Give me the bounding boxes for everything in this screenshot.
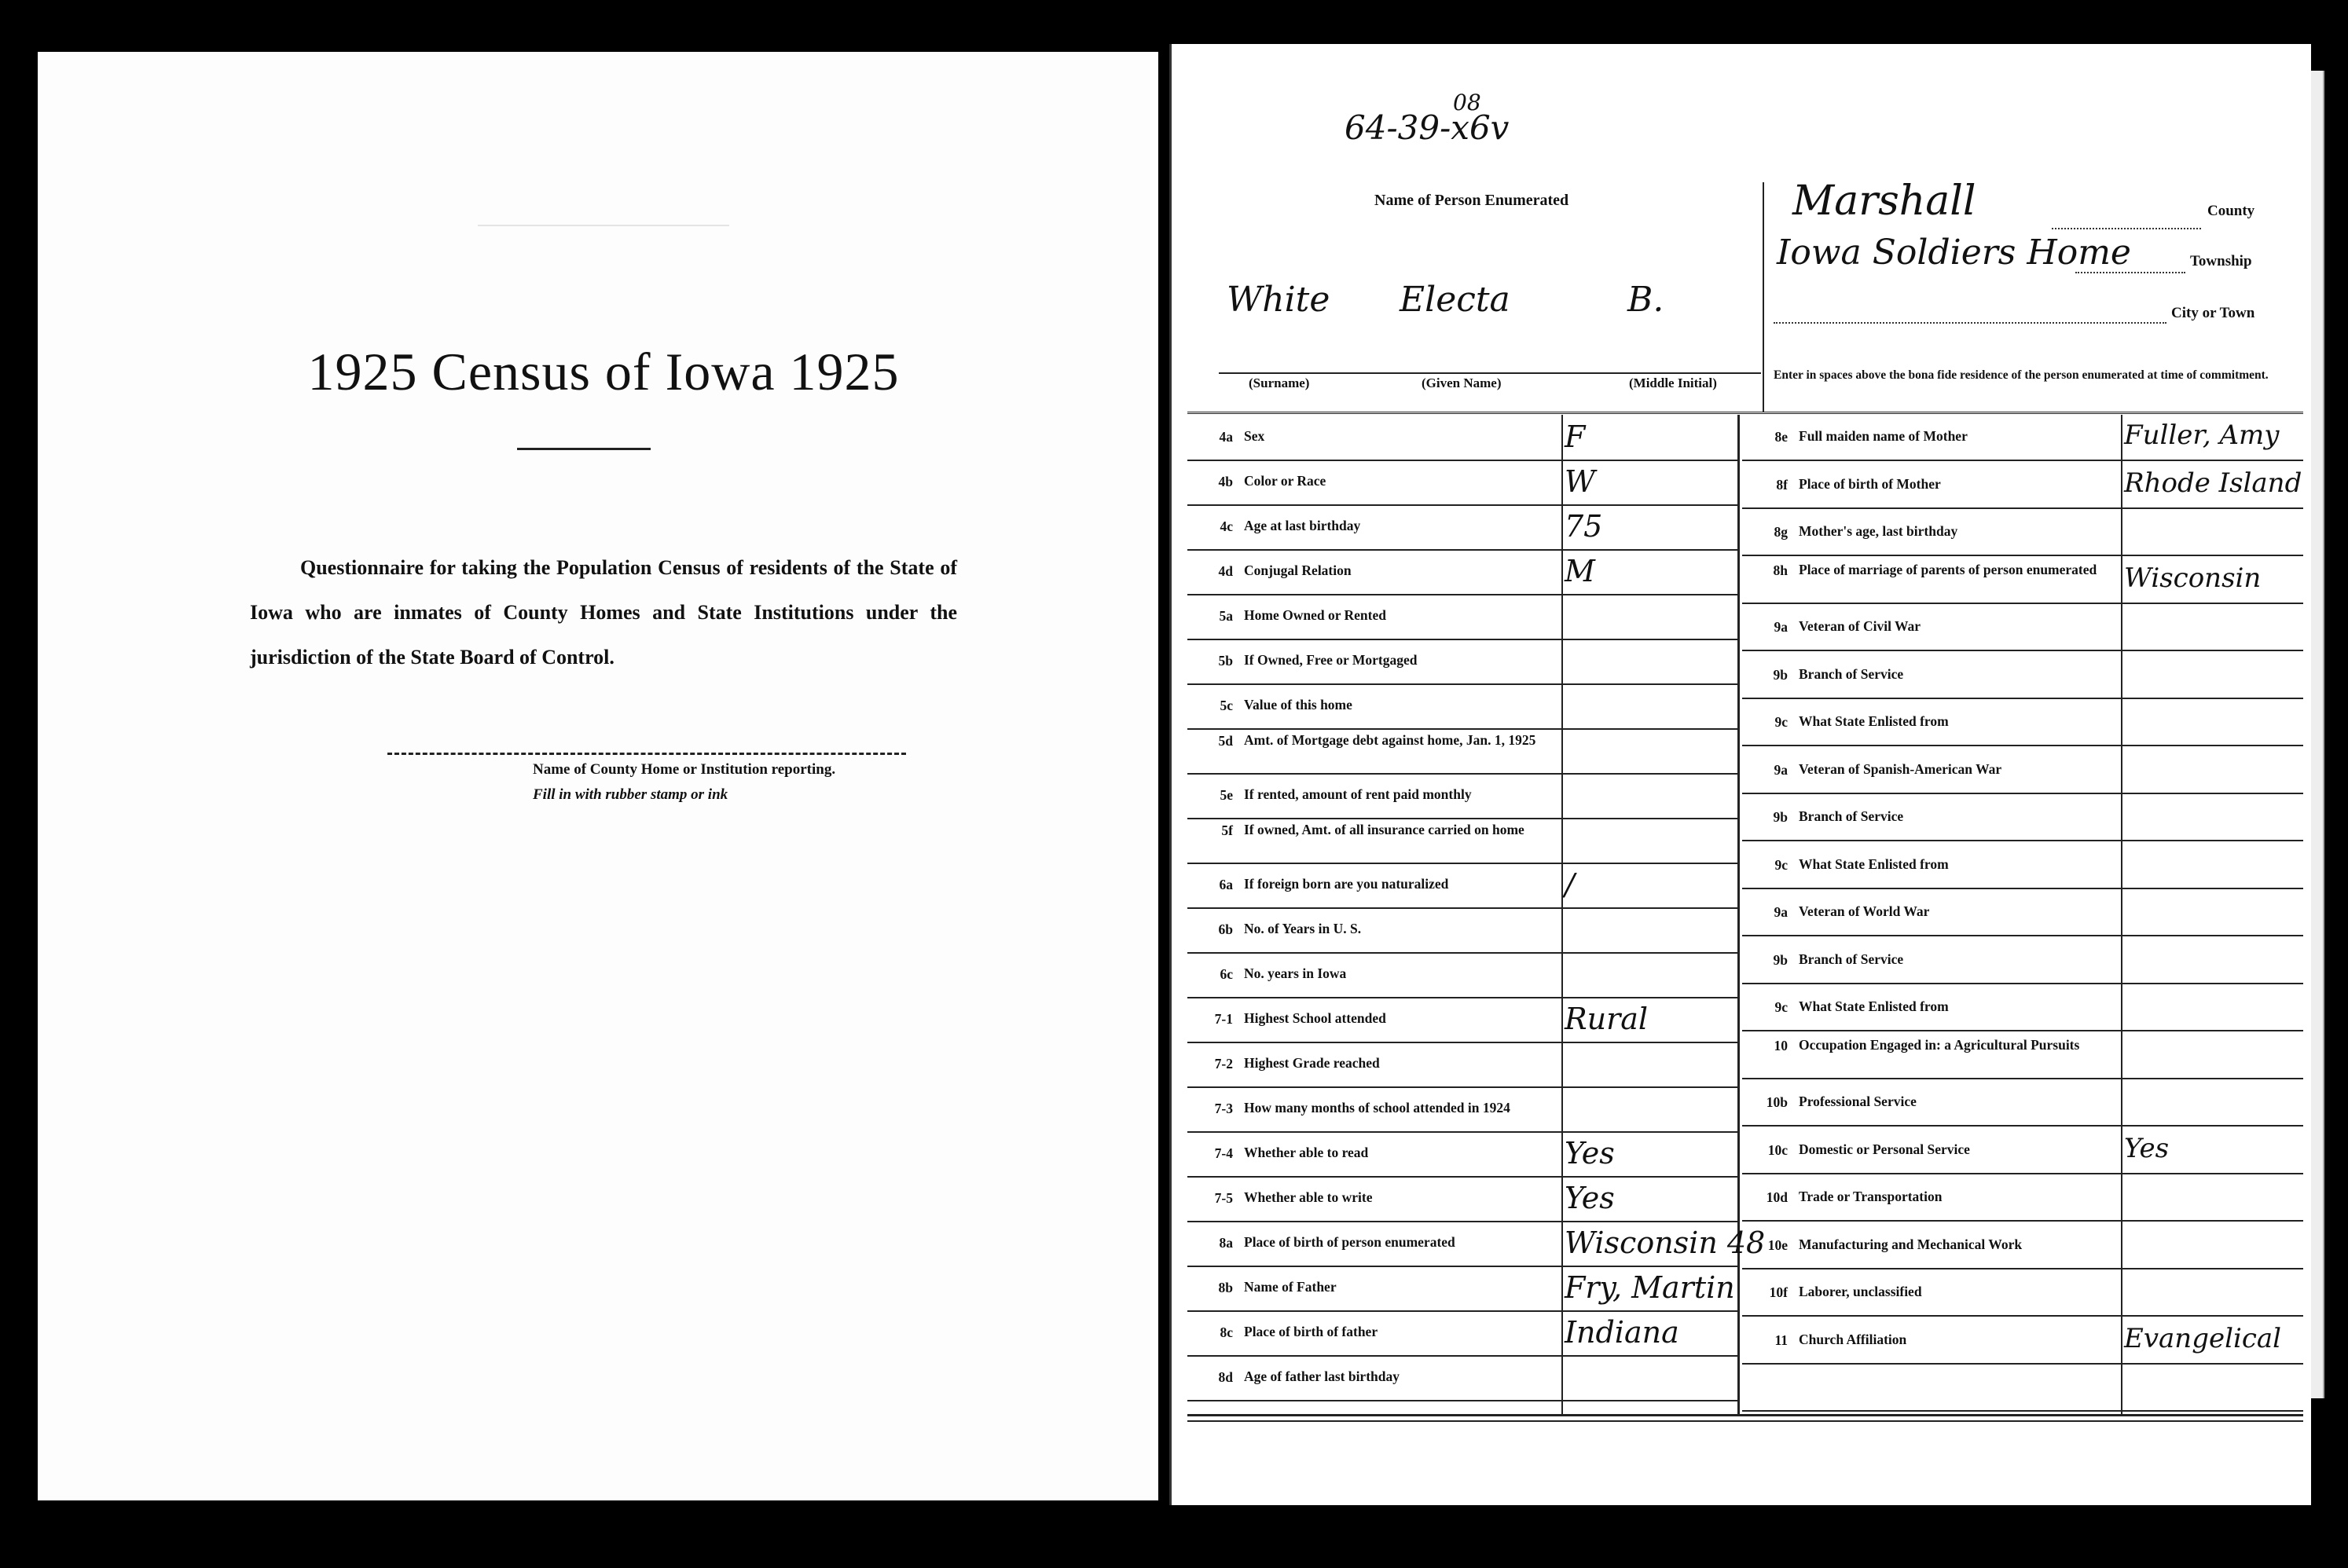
row-label: Name of Father	[1244, 1279, 1337, 1295]
form-row	[1187, 1176, 1737, 1222]
row-number: 9a	[1774, 904, 1788, 920]
form-row	[1742, 1080, 2303, 1127]
city-label: City or Town	[2171, 305, 2255, 321]
row-label: What State Enlisted from	[1799, 713, 1949, 729]
row-number: 10d	[1766, 1189, 1788, 1205]
form-row	[1187, 863, 1737, 909]
middle-initial-value: B.	[1627, 280, 1664, 320]
institution-note: Fill in with rubber stamp or ink	[533, 786, 728, 803]
row-number: 9b	[1773, 809, 1788, 825]
form-row	[1187, 639, 1737, 685]
form-row	[1187, 1131, 1737, 1178]
handwritten-answer: F	[1565, 419, 1586, 454]
row-label: Age of father last birthday	[1244, 1368, 1400, 1384]
row-number: 10b	[1766, 1094, 1788, 1110]
row-number: 8h	[1773, 562, 1788, 578]
row-label: Sex	[1244, 428, 1265, 444]
handwritten-code: 64-39-x6v	[1345, 108, 1510, 147]
middle-initial-label: (Middle Initial)	[1629, 376, 1717, 390]
row-label: Trade or Transportation	[1799, 1189, 1943, 1204]
form-row	[1187, 504, 1737, 551]
row-number: 10e	[1767, 1236, 1788, 1253]
row-number: 5f	[1221, 822, 1233, 838]
handwritten-answer: Rural	[1565, 1002, 1649, 1036]
city-line	[1774, 322, 2166, 324]
county-value: Marshall	[1792, 178, 1976, 225]
row-label: Occupation Engaged in: a Agricultural Pursuits	[1799, 1036, 2080, 1053]
row-label: Domestic or Personal Service	[1799, 1141, 1970, 1157]
row-number: 8b	[1218, 1280, 1233, 1295]
row-label: Value of this home	[1244, 697, 1352, 713]
row-number: 5c	[1220, 698, 1233, 713]
institution-fill-line	[387, 753, 906, 755]
form-row	[1742, 795, 2303, 841]
row-label: How many months of school attended in 1924	[1244, 1100, 1510, 1116]
form-row	[1187, 1042, 1737, 1088]
row-number: 9c	[1774, 714, 1788, 730]
row-number: 4d	[1218, 563, 1233, 579]
row-number: 6a	[1219, 877, 1233, 892]
handwritten-answer: 75	[1565, 509, 1603, 544]
form-row	[1742, 653, 2303, 699]
row-label: Home Owned or Rented	[1244, 607, 1386, 623]
form-row	[1187, 460, 1737, 506]
header-divider	[1763, 182, 1764, 412]
row-label: No. years in Iowa	[1244, 965, 1347, 981]
row-label: Branch of Service	[1799, 951, 1904, 967]
handwritten-answer: Fuller, Amy	[2124, 419, 2280, 451]
row-number: 10	[1774, 1037, 1788, 1053]
handwritten-answer: Yes	[1565, 1181, 1615, 1215]
form-row	[1742, 1365, 2303, 1412]
bottom-double-rule	[1187, 1420, 2303, 1422]
row-label: Place of birth of Mother	[1799, 475, 1941, 492]
row-number: 9a	[1774, 761, 1788, 778]
row-number: 5d	[1218, 733, 1233, 749]
form-row	[1742, 1175, 2303, 1222]
row-label: Veteran of Civil War	[1799, 618, 1921, 634]
row-number: 11	[1774, 1332, 1788, 1348]
row-label: Professional Service	[1799, 1094, 1917, 1109]
form-row	[1742, 843, 2303, 889]
row-label: Highest Grade reached	[1244, 1055, 1380, 1071]
form-row	[1742, 700, 2303, 746]
handwritten-answer: M	[1565, 554, 1595, 588]
county-line	[2052, 228, 2201, 229]
form-row	[1742, 558, 2303, 604]
form-row	[1742, 1033, 2303, 1079]
row-number: 8f	[1776, 476, 1788, 493]
handwritten-answer: Indiana	[1565, 1315, 1679, 1350]
census-form-page	[1169, 44, 2311, 1505]
row-number: 9c	[1774, 999, 1788, 1015]
form-row	[1187, 952, 1737, 998]
form-row	[1187, 1310, 1737, 1357]
handwritten-answer: Wisconsin 48	[1565, 1225, 1766, 1260]
row-label: Amt. of Mortgage debt against home, Jan. 1, 1925	[1244, 732, 1536, 748]
row-label: Place of birth of father	[1244, 1324, 1378, 1339]
row-number: 8g	[1774, 524, 1788, 540]
table-top-rule	[1187, 412, 2303, 414]
handwritten-answer: Evangelical	[2124, 1322, 2282, 1354]
row-label: Branch of Service	[1799, 808, 1904, 824]
form-row	[1187, 818, 1737, 864]
name-label: Name of Person Enumerated	[1374, 192, 1569, 209]
form-row	[1187, 549, 1737, 595]
handwritten-answer: Yes	[1565, 1136, 1615, 1171]
row-label: Laborer, unclassified	[1799, 1284, 1922, 1299]
form-row	[1187, 728, 1737, 775]
county-label: County	[2207, 203, 2255, 219]
surname-label: (Surname)	[1249, 376, 1310, 390]
row-number: 6b	[1218, 921, 1233, 937]
cover-page	[38, 52, 1158, 1500]
row-label: If owned, Amt. of all insurance carried on home	[1244, 822, 1524, 837]
row-label: Age at last birthday	[1244, 518, 1361, 533]
form-row	[1187, 1266, 1737, 1312]
row-number: 10c	[1767, 1141, 1788, 1158]
row-number: 10f	[1769, 1284, 1788, 1300]
residence-instruction: Enter in spaces above the bona fide residence of the person enumerated at time of commitment.	[1774, 368, 2269, 382]
form-row	[1742, 748, 2303, 794]
form-row	[1742, 938, 2303, 984]
row-label: Place of birth of person enumerated	[1244, 1234, 1455, 1250]
row-label: Manufacturing and Mechanical Work	[1799, 1236, 2023, 1252]
form-row	[1187, 594, 1737, 640]
row-label: If foreign born are you naturalized	[1244, 876, 1449, 892]
row-number: 4c	[1220, 518, 1233, 534]
form-row	[1742, 463, 2303, 509]
row-label: What State Enlisted from	[1799, 855, 1949, 872]
handwritten-answer: Fry, Martin	[1565, 1270, 1735, 1305]
row-label: Mother's age, last birthday	[1799, 523, 1958, 539]
row-label: Conjugal Relation	[1244, 562, 1352, 578]
row-number: 7-5	[1214, 1190, 1233, 1206]
row-label: Color or Race	[1244, 473, 1326, 489]
form-row	[1187, 907, 1737, 954]
form-row	[1742, 510, 2303, 556]
bleed-through-mark	[478, 225, 729, 226]
form-row	[1187, 1355, 1737, 1401]
form-row	[1742, 1223, 2303, 1269]
row-label: Whether able to write	[1244, 1189, 1373, 1205]
institution-label: Name of County Home or Institution reporting.	[533, 761, 836, 778]
form-row	[1187, 415, 1737, 461]
row-number: 5a	[1219, 608, 1233, 624]
township-line	[2075, 272, 2185, 273]
row-number: 8e	[1774, 429, 1788, 445]
row-label: What State Enlisted from	[1799, 998, 1949, 1014]
form-row	[1742, 1270, 2303, 1317]
row-label: Branch of Service	[1799, 665, 1904, 682]
form-row	[1742, 1128, 2303, 1174]
township-label: Township	[2190, 253, 2252, 269]
form-row	[1742, 605, 2303, 651]
row-number: 6c	[1220, 966, 1233, 982]
township-value: Iowa Soldiers Home	[1777, 233, 2131, 273]
row-label: No. of Years in U. S.	[1244, 921, 1362, 936]
form-row	[1742, 890, 2303, 936]
row-number: 9b	[1773, 666, 1788, 683]
handwritten-answer: Yes	[2124, 1132, 2170, 1164]
handwritten-answer: Rhode Island	[2124, 467, 2302, 499]
form-row	[1187, 1221, 1766, 1267]
form-row	[1742, 415, 2303, 461]
row-label: If rented, amount of rent paid monthly	[1244, 786, 1472, 802]
row-number: 4a	[1219, 429, 1233, 445]
row-number: 5e	[1220, 787, 1233, 803]
given-name-value: Electa	[1400, 280, 1510, 320]
surname-value: White	[1227, 280, 1330, 320]
name-underline	[1219, 372, 1761, 374]
form-row	[1187, 997, 1737, 1043]
row-number: 9b	[1773, 951, 1788, 968]
given-name-label: (Given Name)	[1422, 376, 1502, 390]
row-number: 7-3	[1214, 1101, 1233, 1116]
handwritten-answer: /	[1565, 867, 1575, 902]
questionnaire-description: Questionnaire for taking the Population Census of residents of the State of Iowa who are inmates of County Homes and State Institutions under the jurisdiction of the State Board of Control.	[250, 556, 957, 669]
row-number: 8d	[1218, 1369, 1233, 1385]
row-number: 7-2	[1214, 1056, 1233, 1072]
row-label: Place of marriage of parents of person enumerated	[1799, 561, 2097, 577]
row-label: Veteran of World War	[1799, 903, 1930, 919]
center-column-rule	[1737, 415, 1740, 1414]
row-number: 5b	[1218, 653, 1233, 669]
row-label: Church Affiliation	[1799, 1331, 1907, 1347]
title-rule	[517, 448, 651, 450]
form-row	[1742, 985, 2303, 1031]
handwritten-code-superscript: 08	[1453, 90, 1481, 115]
row-number: 8c	[1220, 1324, 1233, 1340]
form-row	[1742, 1318, 2303, 1365]
row-number: 7-1	[1214, 1011, 1233, 1027]
row-number: 9c	[1774, 856, 1788, 873]
handwritten-answer: Wisconsin	[2124, 562, 2262, 594]
handwritten-answer: W	[1565, 464, 1596, 499]
row-label: Highest School attended	[1244, 1010, 1386, 1026]
row-label: If Owned, Free or Mortgaged	[1244, 652, 1418, 668]
row-label: Full maiden name of Mother	[1799, 428, 1968, 444]
form-row	[1187, 683, 1737, 730]
row-label: Whether able to read	[1244, 1145, 1369, 1160]
row-number: 9a	[1774, 619, 1788, 635]
form-row	[1187, 1086, 1737, 1133]
row-number: 8a	[1219, 1235, 1233, 1251]
row-label: Veteran of Spanish-American War	[1799, 760, 2002, 777]
form-row	[1187, 773, 1737, 819]
row-number: 4b	[1218, 474, 1233, 489]
table-bottom-rule	[1187, 1414, 2303, 1416]
row-number: 7-4	[1214, 1145, 1233, 1161]
census-title: 1925 Census of Iowa 1925	[307, 342, 900, 401]
